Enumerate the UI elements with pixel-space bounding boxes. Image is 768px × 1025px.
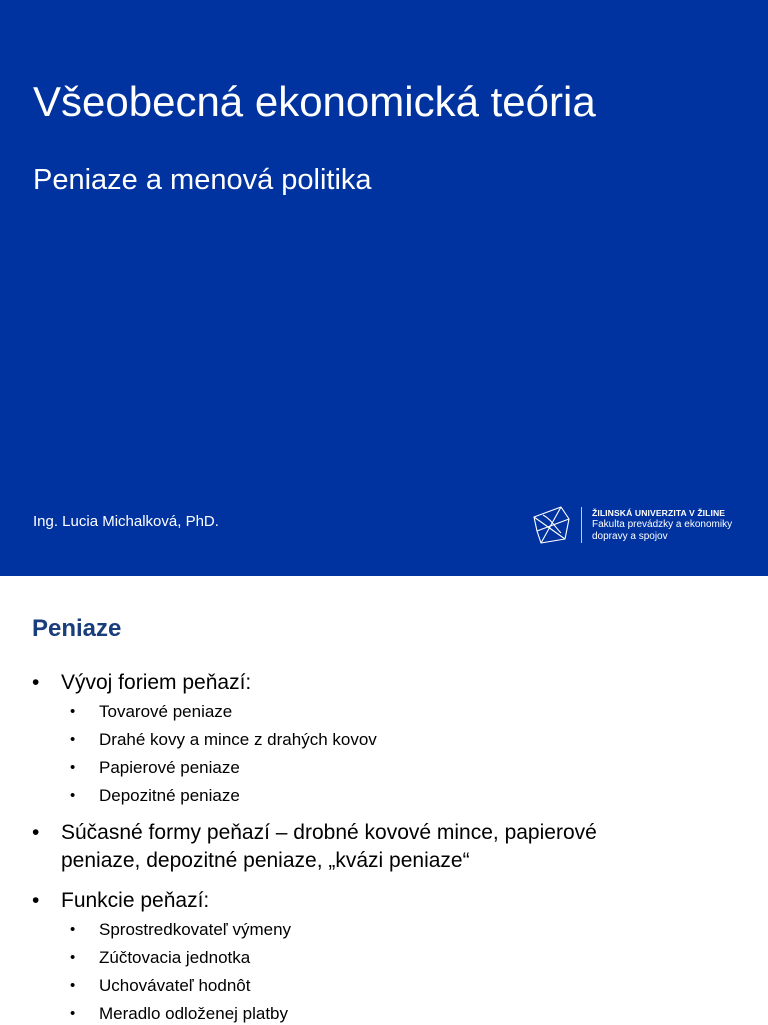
sub-list-item-text: Zúčtovacia jednotka: [99, 948, 251, 967]
logo-divider: [581, 507, 582, 543]
sub-list-item-text: Meradlo odloženej platby: [99, 1004, 289, 1023]
author-name: Ing. Lucia Michalková, PhD.: [33, 513, 219, 530]
university-logo: [531, 503, 746, 547]
presentation-title: Všeobecná ekonomická teória: [33, 78, 596, 125]
list-item-text-line1: Súčasné formy peňazí – drobné kovové mince, papierové: [61, 821, 597, 844]
bullet-icon: •: [32, 889, 40, 912]
bullet-icon: •: [32, 671, 40, 694]
logo-text: [592, 507, 732, 543]
bullet-icon: •: [70, 921, 76, 938]
sub-list-item-text: Drahé kovy a mince z drahých kovov: [99, 730, 377, 749]
content-slide: [0, 576, 768, 1024]
bullet-icon: •: [70, 1005, 76, 1022]
sub-list-item-text: Papierové peniaze: [99, 758, 240, 777]
faculty-name-line2: dopravy a spojov: [592, 531, 668, 542]
slide-heading: Peniaze: [32, 615, 122, 642]
presentation-subtitle: Peniaze a menová politika: [33, 164, 372, 196]
list-item-text: Funkcie peňazí:: [61, 889, 210, 912]
sub-list-item-text: Depozitné peniaze: [99, 786, 240, 805]
university-emblem-icon: [531, 503, 573, 547]
list-item-text: Vývoj foriem peňazí:: [61, 671, 252, 694]
list-item-text-line2: peniaze, depozitné peniaze, „kvázi peniaze“: [61, 849, 470, 872]
bullet-icon: •: [70, 703, 76, 720]
sub-list-item-text: Sprostredkovateľ výmeny: [99, 920, 292, 939]
bullet-icon: •: [32, 821, 40, 844]
sub-list-item-text: Tovarové peniaze: [99, 702, 233, 721]
sub-list-item-text: Uchovávateľ hodnôt: [99, 976, 251, 995]
bullet-icon: •: [70, 949, 76, 966]
faculty-name-line1: Fakulta prevádzky a ekonomiky: [592, 519, 733, 530]
bullet-icon: •: [70, 759, 76, 776]
bullet-icon: •: [70, 977, 76, 994]
bullet-icon: •: [70, 787, 76, 804]
university-name: ŽILINSKÁ UNIVERZITA V ŽILINE: [592, 508, 726, 518]
bullet-icon: •: [70, 731, 76, 748]
